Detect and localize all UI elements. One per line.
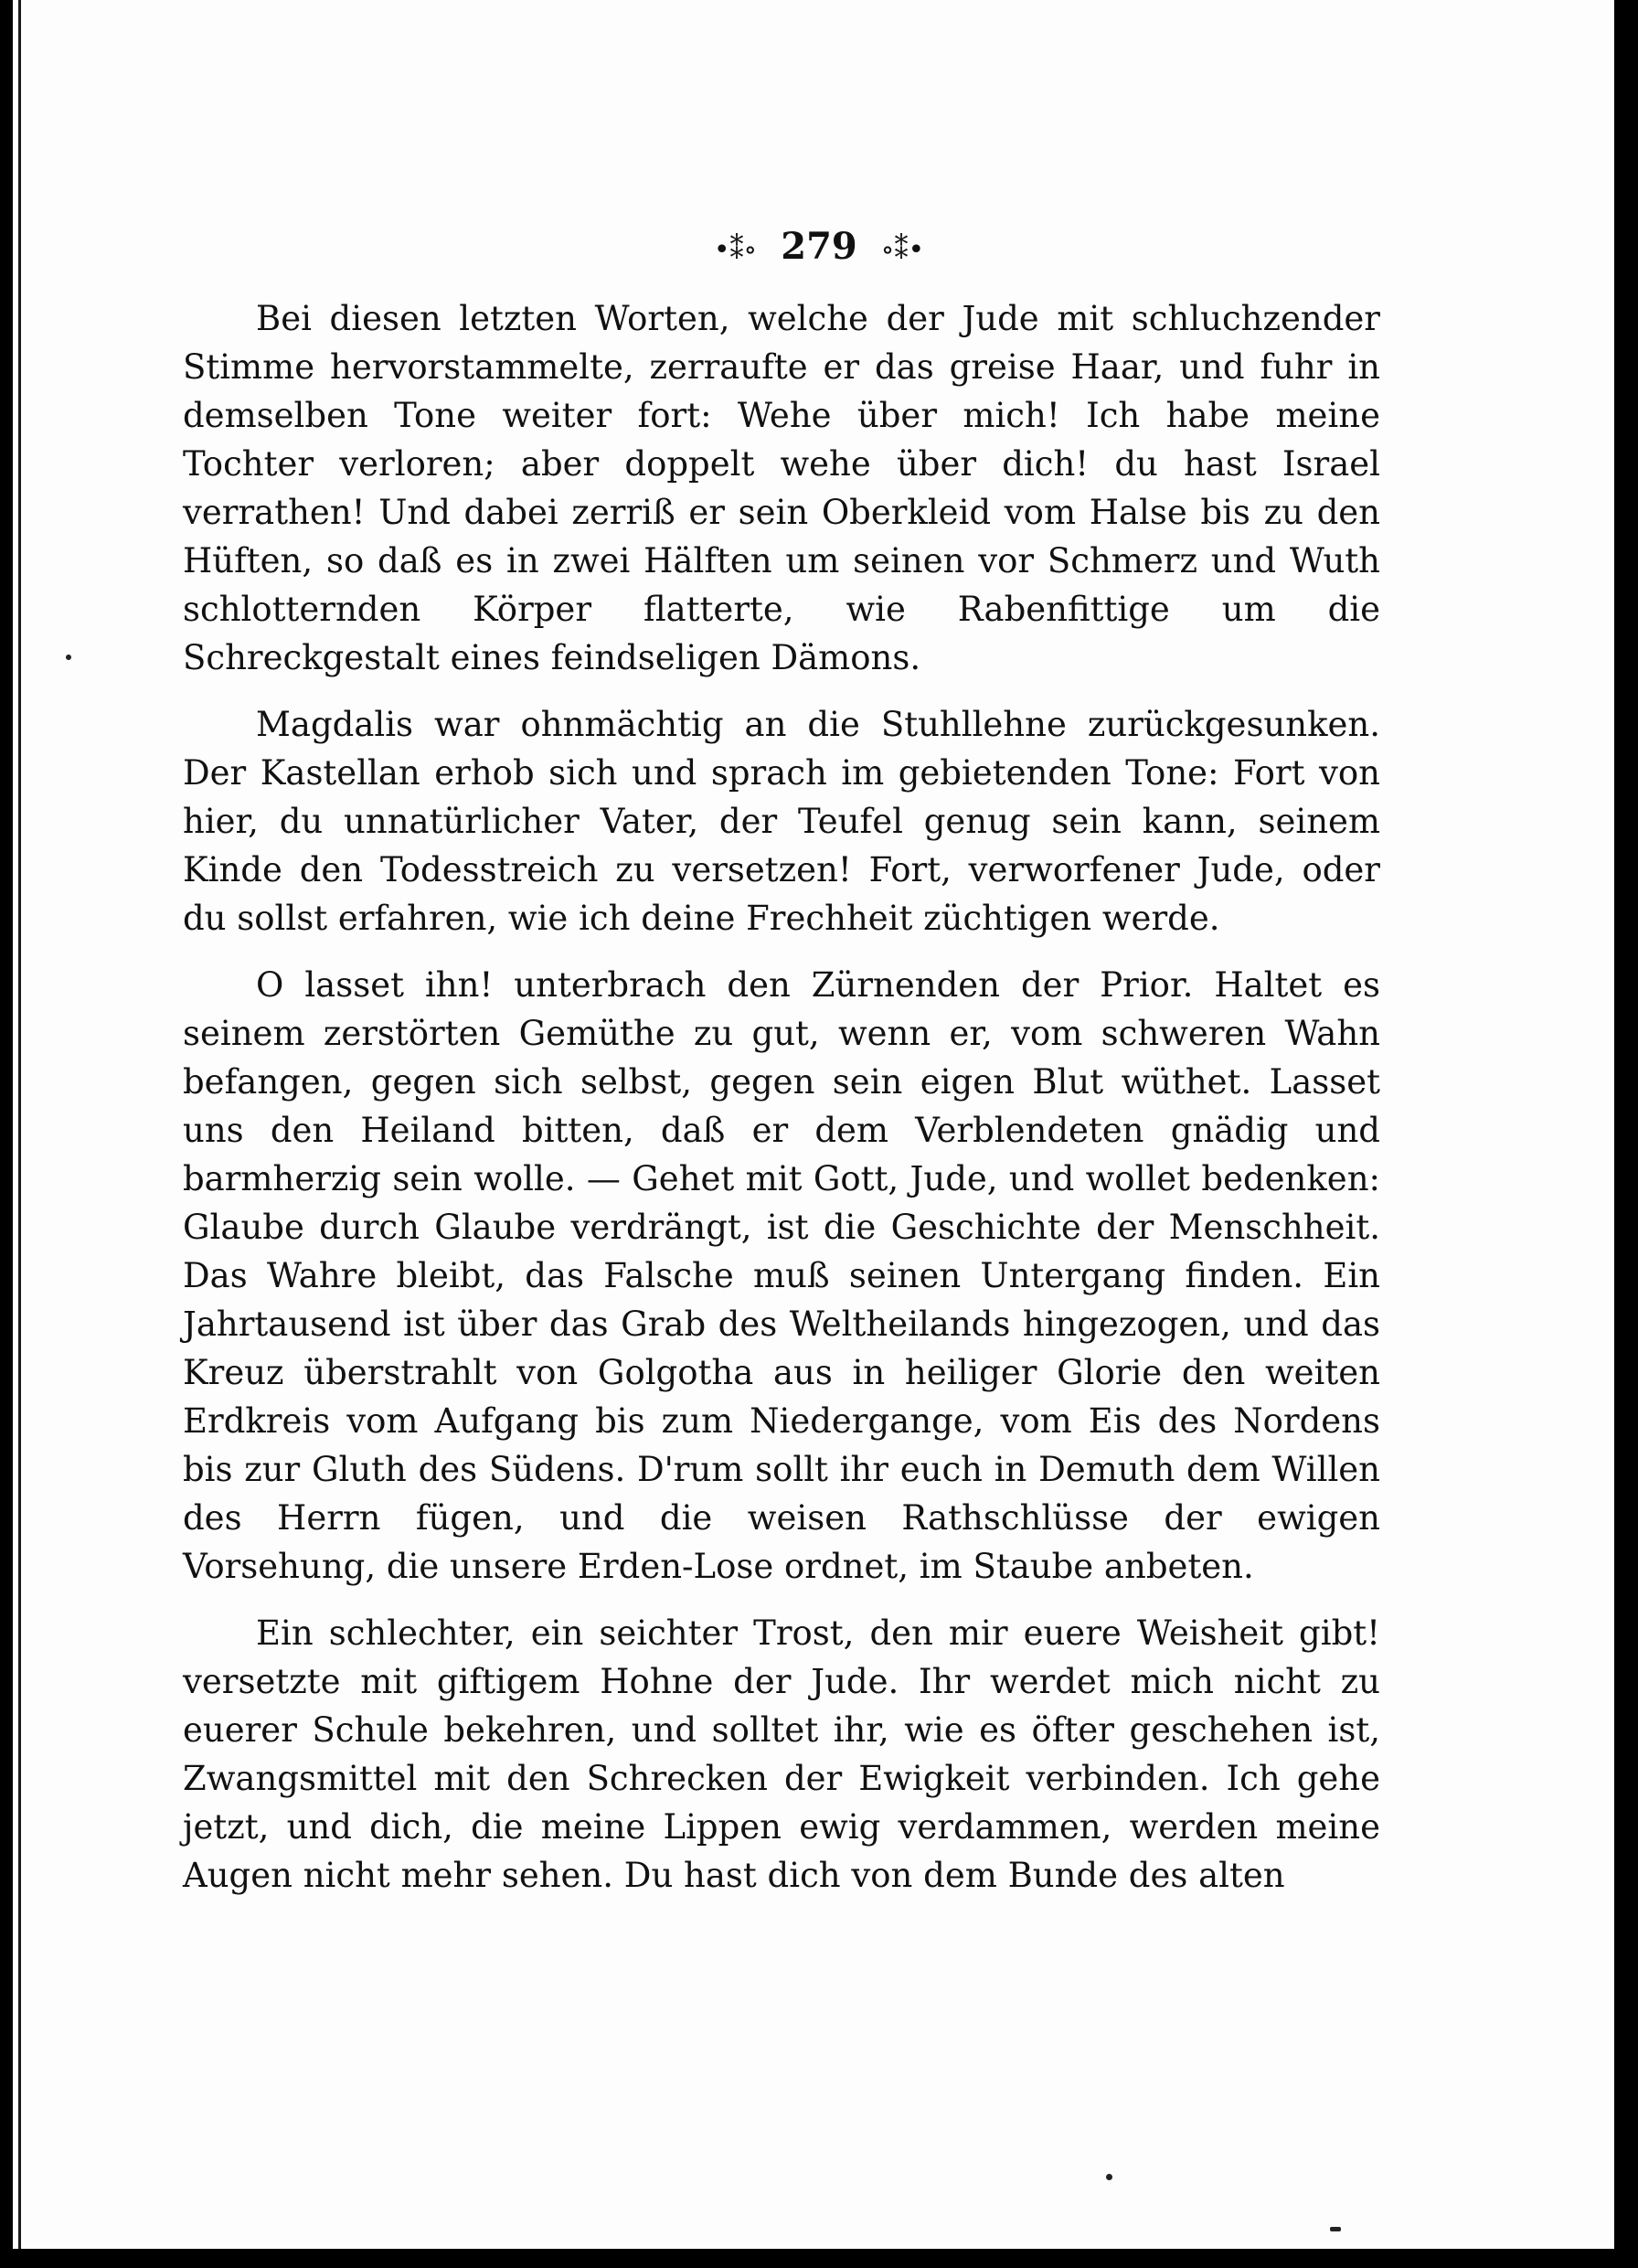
paragraph-4: Ein schlechter, ein seichter Trost, den mir euere Weisheit gibt! versetzte mit giftigem Hohne der Jude. Ihr werdet mich nicht zu euerer Schule bekehren, und solltet ihr, wie es öfter geschehen ist, Zwangsmittel mit den Schrecken der Ewigkeit verbinden. Ich gehe jetzt, und dich, die meine Lippen ewig verdammen, werden meine Augen nicht mehr sehen. Du hast dich von dem Bunde des alten: [183, 1613, 1380, 1895]
scan-speck: [1330, 2227, 1341, 2231]
body-text: [183, 294, 1380, 1918]
scan-speck: [66, 655, 71, 660]
page-header: [0, 225, 1638, 268]
paragraph-2: Magdalis war ohnmächtig an die Stuhllehne zurückgesunken. Der Kastellan erhob sich und sprach im gebietenden Tone: Fort von hier, du unnatürlicher Vater, der Teufel genug sein kann, seinem Kinde den Todesstreich zu versetzen! Fort, verworfener Jude, oder du sollst erfahren, wie ich deine Frechheit züchtigen werde.: [183, 705, 1380, 938]
paragraph-1: Bei diesen letzten Worten, welche der Jude mit schluchzender Stimme hervorstammelte, zerraufte er das greise Haar, und fuhr in demselben Tone weiter fort: Wehe über mich! Ich habe meine Tochter verloren; aber doppelt wehe über dich! du hast Israel verrathen! Und dabei zerriß er sein Oberkleid vom Halse bis zu den Hüften, so daß es in zwei Hälften um seinen vor Schmerz und Wuth schlotternden Körper flatterte, wie Rabenfittige um die Schreckgestalt eines feindseligen Dämons.: [183, 299, 1380, 677]
ornament-left: •⁑∘: [713, 234, 758, 266]
ornament-right: ∘⁑•: [880, 234, 925, 266]
scan-speck: [1106, 2174, 1112, 2180]
paragraph-3: O lasset ihn! unterbrach den Zürnenden der Prior. Haltet es seinem zerstörten Gemüthe zu gut, wenn er, vom schweren Wahn befangen, gegen sich selbst, gegen sein eigen Blut wüthet. Lasset uns den Heiland bitten, daß er dem Verblendeten gnädig und barmherzig sein wolle. — Gehet mit Gott, Jude, und wollet bedenken: Glaube durch Glaube verdrängt, ist die Geschichte der Menschheit. Das Wahre bleibt, das Falsche muß seinen Untergang finden. Ein Jahrtausend ist über das Grab des Weltheilands hingezogen, und das Kreuz überstrahlt von Golgotha aus in heiliger Glorie den weiten Erdkreis vom Aufgang bis zum Niedergange, vom Eis des Nordens bis zur Gluth des Südens. D'rum sollt ihr euch in Demuth dem Willen des Herrn fügen, und die weisen Rathschlüsse der ewigen Vorsehung, die unsere Erden-Lose ordnet, im Staube anbeten.: [183, 965, 1380, 1586]
page-number: 279: [781, 225, 857, 268]
page-edge-rule: [18, 0, 21, 2249]
